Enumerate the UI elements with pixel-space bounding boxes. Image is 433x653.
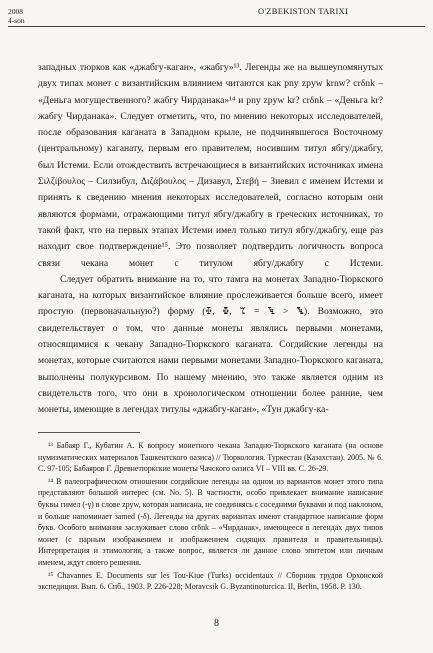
body-paragraph: западных тюрков как «джабгу-каган», «жабгу»¹³. Легенды же на вышеупомянутых двух типах монет с византийским влиянием читаются как pny zpyw krnw? crδnk – «Деньга могущественного? жабгу Чирданака»¹⁴ и pny zpyw kr? crδnk – «Деньга kr? жабгу Чирданака». Следует отметить, что, по мнению некоторых исследователей, после образования каганата в Западном крыле, не подчинявшегося Восточному (центральному) каганату, первым его правителем, носившим титул ябгу/джабгу, был Истеми. Если отождествить встречающиеся в византийских источниках имена Σιλζίβουλος – Силзибул, Διζάβουλος – Дизавул, Στεβή – Зиевил с именем Истеми и принять к сведению мнения некоторых исследователей, согласно которым они являются формами, отражающими титул ябгу/джабгу в греческих источниках, то такой факт, что на первых этапах Истеми имел только титул ябгу/джабгу, еще раз находит свое подтверждение¹⁵. Это позволяет подтвердить логичность вопроса связи чекана монет с титулом ябгу/джабгу с Истеми. [38,62,383,269]
main-text [38,60,383,419]
footnote: ¹⁴ В палеографическом отношении согдийские легенды на одном из вариантов монет этого типа представляют большой интерес (см. No. 5). В частности, особо привлекает внимание написание буквы гимел (-γ) в слове zpyw, которая написана, не соединяясь с соседними буквами и под наклоном, и больше напоминает заmed (-δ). Легенды на других вариантах имеют стандартное написание форм букв. Особого внимания заслуживает слово crδnk – «Чирданак», имеющееся в легендах двух типов монет (с парным изображением и изображением сидящих правителя и правительницы). Интерпретация и этимология, а также вопрос, является ли данное слово эпитетом или личным именем, ждут своего решения. [38,476,383,567]
page-number: 8 [214,618,219,629]
footnote-separator [38,432,140,433]
body-paragraph: Следует обратить внимание на то, что тамга на монетах Западно-Тюркского каганата, на которых византийское влияние прослеживается больше всего, имеет простую (первоначальную?) форму (ꔀ, ꔁ, ꔂ = ꔃ > ꔄ). Возможно, это свидетельствует о том, что данные монеты являлись первыми монетами, относящимися к чекану Западно-Тюркского каганата. Согдийские легенды на монетах, которые считаются нами первыми монетами Западно-Тюркского каганата, выполнены полукурсивом. По нашему мнению, это также является одним из свидетельств того, что они в хронологическом отношении более ранние, чем монеты, имеющие в легендах титулы «джабгу-каган», «Тун джабгу-ка- [38,273,383,416]
footnote: ¹³ Бабаяр Г., Кубатин А. К вопросу монетного чекана Западно-Тюркского каганата (на основе нумизматических материалов Ташкентского оазиса) // Тюркология. Туркестан (Казахстан). 2005. № 6. С. 97-105; Бабаяров Г. Древнетюркские монеты Чачского оазиса VI – VIII вв. С. 26-29. [38,441,383,474]
journal-title: O'ZBEKISTON TARIXI [258,6,349,16]
footnote: ¹⁵ Chavannes E. Documents sur les Tou-Kiue (Turks) occidentaux // Сборник трудов Орхонской экспедиции. Вып. 6. Спб., 1903. P. 226-228; Moravcsik G. Byzantinoturcica. II, Berlin, 1958. P. 130. [38,570,383,592]
footnotes [38,440,383,594]
header-rule [8,26,425,27]
header-year: 2008 [8,7,23,16]
header-issue: 4-son [8,16,25,25]
